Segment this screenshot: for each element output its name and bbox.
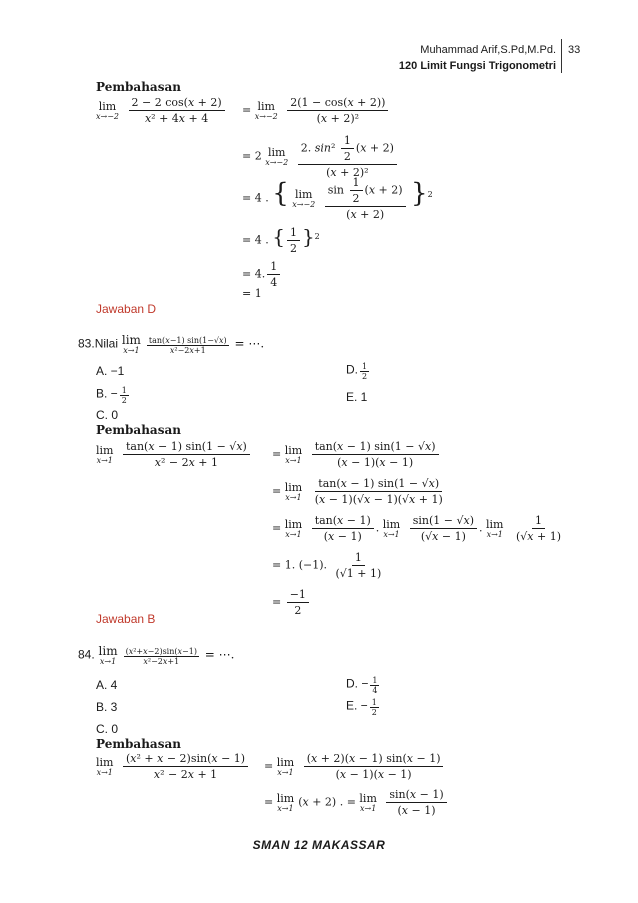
q83-step-2: = lim x→1 $\frac{\tan(x - 1) \sin(1 - √x)}{(x - 1)(√x - 1)(√x + 1)}$ (272, 477, 443, 506)
q84-option-c: C. 0 (96, 722, 119, 736)
q84-option-a: A. 4 (96, 678, 118, 692)
answer-83: Jawaban B (96, 612, 156, 626)
question-84: 84. lim x→1 $\frac{\text{(x²+x−2)sin(x−1)}}{\text{x²−2x+1}}$ = ⋯. (78, 644, 235, 666)
q83-step-4: = 1. (−1). $\frac{1}{(√1 + 1)}$ (272, 551, 382, 580)
q83-option-c: C. 0 (96, 408, 119, 422)
prev-step-2: = 2 lim x→−2 2. sin² $\frac{1}{2}$ (x + 2) (x + 2)² (242, 134, 399, 179)
pembahasan-heading-prev: Pembahasan (96, 80, 181, 94)
q84-step-2: = lim x→1 (x + 2) . = lim x→1 $\frac{\sin(x - 1)}{(x - 1)}$ (264, 788, 449, 817)
question-83-number: 83. (78, 336, 95, 351)
q83-option-e: E. 1 (346, 390, 368, 404)
prev-step-1-lhs: lim x→−2 $\frac{2 - 2 \cos(x + 2)}{\text{x² + 4x + 4}}$ (96, 96, 227, 125)
page-number: 33 (568, 44, 581, 56)
answer-prev: Jawaban D (96, 302, 157, 316)
q84-step-1-lhs: lim x→1 $\frac{\text{(x² + x − 2)sin(x − 1)}}{\text{x² − 2x + 1}}$ (96, 752, 250, 781)
q83-option-a: A. −1 (96, 364, 125, 378)
q84-option-b: B. 3 (96, 700, 118, 714)
q83-option-b: B. − $\frac{1}{2}$ (96, 386, 127, 405)
prev-step-4: = 4 . { $\frac{1}{2}$ }$^2$ (242, 224, 320, 255)
prev-step-6: = 1 (242, 287, 262, 300)
q84-option-d: D. − $\frac{1}{4}$ (346, 676, 378, 695)
pembahasan-heading-84: Pembahasan (96, 737, 181, 751)
question-83: 83.Nilai lim x→1 $\frac{\tan(x-1) \sin(1-√x)}{\text{x²−2x+1}}$ = ⋯. (78, 333, 265, 355)
q84-step-1-rhs: = lim x→1 $\frac{(x + 2)(x - 1) \sin(x - 1)}{(x - 1)(x - 1)}$ (264, 752, 445, 781)
q83-step-1-rhs: = lim x→1 $\frac{\tan(x - 1) \sin(1 - √x)}{(x - 1)(x - 1)}$ (272, 440, 441, 469)
prev-step-3: = 4 . { lim x→−2 sin $\frac{1}{2}$ (x + 2) (x + 2) }$^2$ (242, 176, 433, 221)
question-84-number: 84. (78, 647, 95, 662)
pembahasan-heading-83: Pembahasan (96, 423, 181, 437)
q83-option-d: D. $\frac{1}{2}$ (346, 362, 368, 381)
footer-school: SMAN 12 MAKASSAR (252, 838, 386, 852)
q83-step-1-lhs: lim x→1 $\frac{\tan(x - 1) \sin(1 - √x)}{\text{x² − 2x + 1}}$ (96, 440, 252, 469)
prev-step-1-rhs: = lim x→−2 $\frac{2(1 - \cos(x + 2))}{\text{(x + 2)²}}$ (242, 96, 390, 125)
q83-step-5: = $\frac{-1}{2}$ (272, 588, 311, 617)
header-divider (561, 39, 562, 73)
question-83-lead: Nilai (94, 336, 119, 351)
header-book-title: 120 Limit Fungsi Trigonometri (398, 60, 556, 72)
q84-option-e: E. − $\frac{1}{2}$ (346, 698, 377, 717)
prev-step-5: = 4. $\frac{1}{4}$ (242, 260, 282, 289)
header-author: Muhammad Arif,S.Pd,M.Pd. (420, 44, 556, 56)
q83-step-3: = lim x→1 $\frac{\tan(x - 1)}{(x - 1)}$ . lim x→1 $\frac{\sin(1 - √x)}{(√x - 1)}$ . lim x→1 $\frac{1}{(√x + 1)}$ (272, 514, 562, 543)
